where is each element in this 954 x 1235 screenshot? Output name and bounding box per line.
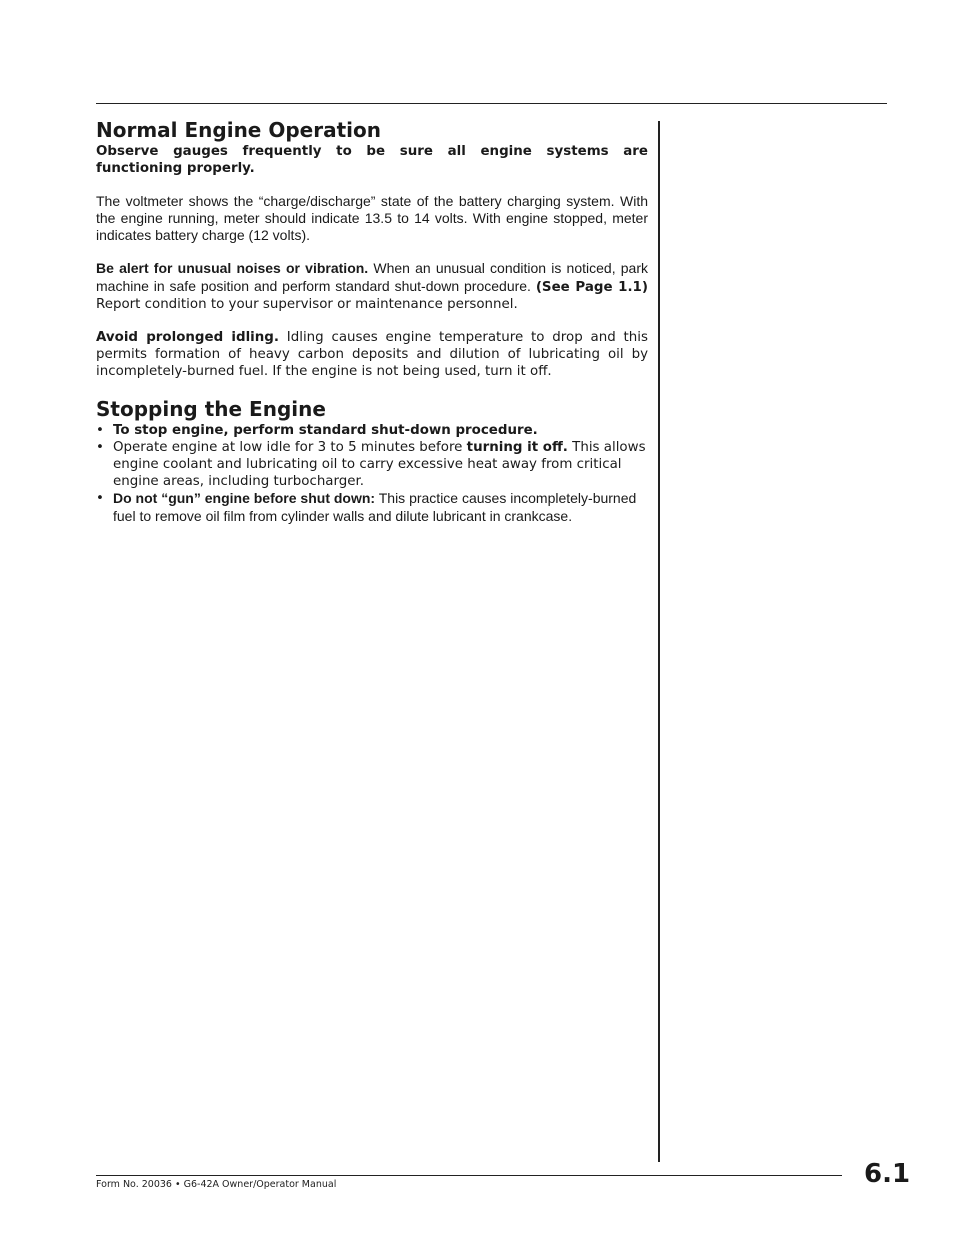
item-text: This allows engine coolant and lubricating oil to carry excessive heat away from critical engine areas, including turbocharger. [113, 440, 646, 489]
bullet-glyph: • [96, 423, 104, 438]
item-text: This practice causes incompletely-burned fuel to remove oil film from cylinder walls and dilute lubricant in crankcase. [113, 490, 637, 524]
alert-text: When an unusual condition is noticed, park machine in safe position and perform standard shut-down procedure. [96, 260, 648, 294]
alert-tail: Report condition to your supervisor or maintenance personnel. [96, 297, 518, 312]
alert-paragraph [96, 260, 648, 313]
page-number: 6.1 [864, 1159, 911, 1189]
item-bold: To stop engine, perform standard shut-down procedure. [113, 423, 538, 438]
alert-bold: Be alert for unusual noises or vibration. [96, 260, 369, 276]
lead-paragraph: Observe gauges frequently to be sure all engine systems are functioning properly. [96, 144, 648, 176]
list-item [96, 490, 648, 526]
item-bold: turning it off. [466, 440, 568, 455]
top-rule [96, 103, 887, 104]
bullet-glyph: • [96, 440, 104, 455]
footer-form-number: Form No. 20036 • G6-42A Owner/Operator Manual [96, 1179, 337, 1190]
bullet-glyph: • [96, 491, 104, 506]
list-item [96, 422, 648, 439]
item-pre: Operate engine at low idle for 3 to 5 minutes before [113, 440, 467, 455]
section-title-normal-operation: Normal Engine Operation [96, 118, 381, 142]
section-title-stopping: Stopping the Engine [96, 397, 326, 421]
column-divider [658, 121, 660, 1162]
idling-text: Idling causes engine temperature to drop and this permits formation of heavy carbon deposits and dilution of lubricating oil by incompletely-burned fuel. If the engine is not being used, turn it off. [96, 330, 648, 379]
main-content [96, 117, 648, 526]
item-bold: Do not “gun” engine before shut down: [113, 490, 376, 506]
alert-reference: (See Page 1.1) [535, 280, 648, 295]
list-item [96, 439, 648, 490]
voltmeter-paragraph: The voltmeter shows the “charge/discharge” state of the battery charging system. With the engine running, meter should indicate 13.5 to 14 volts. With engine stopped, meter indicates battery charge (12 volts). [96, 193, 648, 243]
idling-bold: Avoid prolonged idling. [96, 330, 279, 345]
idling-paragraph [96, 329, 648, 380]
footer-rule [96, 1175, 842, 1176]
stopping-list [96, 422, 648, 526]
